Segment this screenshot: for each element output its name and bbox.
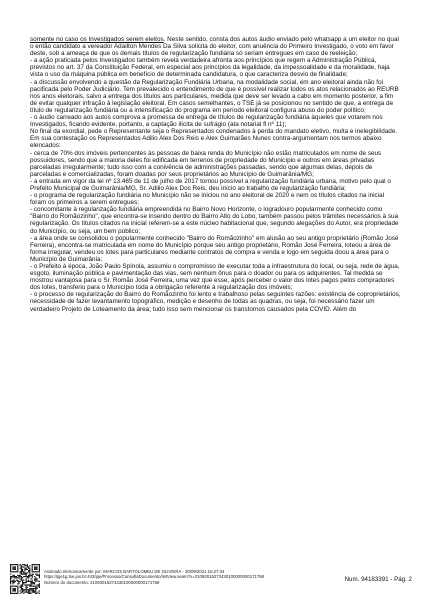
paragraph-text: - cerca de 70% dos imóveis pertencentes às pessoas de baixa renda do Município não estão matriculados em nome de seus possuidores, sendo que a maioria deles foi edificada em terrenos de propriedade do Município e outros em áreas privadas parceladas irregularmente; tudo isso com a conivência de administrações passadas, sendo que algumas delas, depois de parceladas e comercializadas, foram doadas por seus proprietários ao Município de Guimarânia/MG;: [30, 149, 382, 178]
paragraph-text: - a entrada em vigor da lei nº 13.465 de 11 de julho de 2017 tornou possível a regularização fundiária urbana, motivo pelo qual o Prefeito Municipal de Guimarânia/MG, Sr. Adilio Alex Dos Reis, deu início ao trabalho de regularização fundiária;: [30, 177, 391, 192]
body-paragraph: [30, 57, 402, 78]
body-paragraph: [30, 135, 402, 149]
paragraph-text: - concomitante à regularização fundiária empreendida no Bairro Novo Horizonte, o logradouro popularmente conhecido como "Bairro do Romãozinho", que encontra-se inserido dentro do Bairro Alto do Lobo, também passou pelos trâmites necessários à sua regularização. Os títulos citados na inicial referem-se a este núcleo habitacional que, segundo alegações do Autor, era propriedade do Município, ou seja, um bem público;: [30, 206, 399, 235]
page-number: Num. 94183391 - Pág. 2: [344, 576, 412, 583]
body-paragraph: [30, 36, 402, 57]
body-paragraph: [30, 192, 402, 206]
body-paragraph: [30, 150, 402, 178]
doc-number-line: Número do documento: 21093016273430100000000171768: [44, 579, 160, 585]
paragraph-text: - o Prefeito à época, João Paulo Spínola, assumiu o compromisso de executar toda a infraestrutura do local, ou seja, rede de água, esgoto, iluminação pública e pavimentação das vias, sem nenhum ônus para o doador ou para os adquirentes. Tal medida se mostrou vantajosa para o Sr. Romão José Ferreira, uma vez que esse, após perceber o valor dos lotes pagos pelos compradores dos lotes, transferiu para o Município toda a obrigação referente à regularização dos imóveis;: [30, 263, 400, 292]
body-paragraph: [30, 206, 402, 234]
paragraph-text: - o programa de regularização fundiária no Município não se iniciou no ano eleitoral de 2020 e nem os títulos citados na inicial foram os primeiros a serem entregues;: [30, 192, 385, 207]
body-paragraph: [30, 235, 402, 263]
document-body: [30, 36, 402, 313]
paragraph-text: - a ação praticada pelos Investigados também revela verdadeira afronta aos princípios que regem a Administração Pública, previstos no art. 37 da Constituição Federal, em especial aos princípios da legalidade, da impessoalidade e da moralidade, haja vista o uso da máquina pública em benefício de determinada candidatura, o que caracteriza desvio de finalidade;: [30, 57, 390, 79]
paragraph-text: - o processo de regularização do Bairro do Romãozinho foi lento e trabalhoso pelas seguintes razões: existência de coproprietários, necessidade de fazer levantamento topográfico, medição e desenho de todas as quadras, ou seja, foi necessário fazer um verdadeiro Projeto de Loteamento da área; tudo isso sem mencionar os transtornos causados pela COVID. Além do: [30, 291, 401, 313]
paragraph-text: - a discussão envolvendo a questão da Regularização Fundiária Urbana, na modalidade social, em ano eleitoral ainda não foi pacificada pelo Poder Judiciário. Tem prevalecido o entendimento de que é possível realizar todos os atos relacionados ao REURB nos anos eleitorais, salvo a entrega dos títulos aos particulares, medida que deve ser levado a cabo em momento posterior, a fim de evitar qualquer infração à legislação eleitoral. Em casos semelhantes, o TSE já se posicionou no sentido de que, a entrega de título de regularização fundiária ou a intensificação do programa em período eleitoral configura abuso do poder político;: [30, 78, 399, 114]
body-paragraph: [30, 114, 402, 128]
body-paragraph: [30, 128, 402, 135]
paragraph-text: Em sua contestação os Representados Adilio Alex Dos Reis e Alex Guimarães Nunes contra-argumentam nos termos abaixo elencados:: [30, 135, 382, 150]
qr-code-icon: [10, 564, 40, 594]
paragraph-text: - a área onde se consolidou o popularmente conhecido "Bairro do Romãozinho" em alusão ao seu antigo proprietário (Romão José Ferreira), encontra-se matriculada em nome do Município porque seu antigo proprietário, Romão José Ferreira, loteou a área de forma irregular, vendeu os lotes para particulares mediante contratos de compra e venda e logo em seguida doou a área para o Município de Guimarânia;: [30, 234, 399, 263]
signature-info: [44, 569, 334, 585]
body-paragraph: [30, 178, 402, 192]
body-paragraph: [30, 291, 402, 312]
paragraph-text: No final da exordial, pede o Representante seja o Representados condenados à perda do mandato eletivo, multa e inelegibilidade.: [30, 128, 398, 136]
signature-footer: [10, 564, 414, 594]
body-paragraph: [30, 263, 402, 291]
underlined-text: somente no caso os Investigados serem eleitos: [30, 36, 164, 43]
consult-url-line: https://pje1g.tse.jus.br:443/pje/Processo/ConsultaDocumento/listView.seam?x=21093016273430100000000171768: [44, 574, 265, 580]
signed-by-line: Assinado eletronicamente por: MARCOS BARTOLOMEU DE OLIVEIRA - 30/09/2021 16:27:34: [44, 569, 225, 574]
paragraph-text: . Neste sentido, consta dos autos áudio enviado pelo whatsapp a um eleitor no qual o então candidato a vereador Adailton Mendes Da Silva solicita do eleitor, com anuência do Primeiro Investigado, o voto em favor deste, sob a ameaça de que os demais títulos de regularização fundiária só seriam entregues em caso de reeleição;: [30, 36, 399, 58]
paragraph-text: - o áudio carreado aos autos comprova a promessa de entrega de títulos de regularização fundiária àqueles que votarem nos Investigados, ficando evidente, portanto, a captação ilícita de sufrágio (ata notarial fl nº 11);: [30, 114, 383, 129]
body-paragraph: [30, 79, 402, 114]
